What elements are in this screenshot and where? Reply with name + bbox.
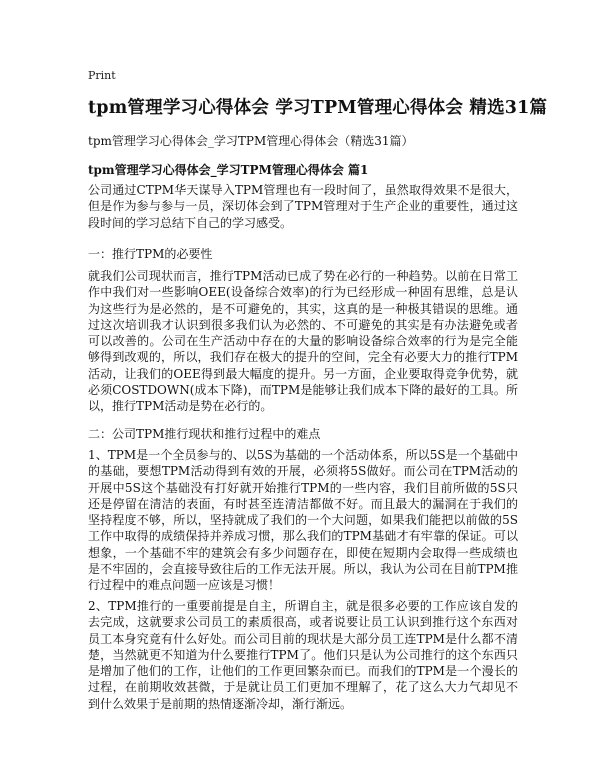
intro-paragraph: 公司通过CTPM华天谋导入TPM管理也有一段时间了，虽然取得效果不是很大，但是作为参与参与一员，深切体会到了TPM管理对于生产企业的重要性，通过这段时间的学习总结下自己的学习感受。 xyxy=(88,183,518,230)
paragraph-3: 2、TPM推行的一重要前提是自主，所谓自主，就是很多必要的工作应该自发的去完成，这就要求公司员工的素质很高，或者说要让员工认识到推行这个东西对员工本身究竟有什么好处。而公司目前的现状是大部分员工连TPM是什么都不清楚，当然就更不知道为什么要推行TPM了。他们只是认为公司推行的这个东西只是增加了他们的工作，让他们的工作更回繁杂而已。而我们的TPM是一个漫长的过程，在前期收效甚微，于是就让员工们更加不理解了，花了这么大力气却见不到什么效果于是前期的热情逐渐冷却，渐行渐远。 xyxy=(88,599,518,711)
section-heading-2: 二：公司TPM推行现状和推行过程中的难点 xyxy=(88,427,321,441)
print-link[interactable]: Print xyxy=(88,69,116,82)
section-title: tpm管理学习心得体会_学习TPM管理心得体会 篇1 xyxy=(88,163,369,177)
page-title: tpm管理学习心得体会 学习TPM管理心得体会 精选31篇 xyxy=(88,98,548,118)
page-subtitle: tpm管理学习心得体会_学习TPM管理心得体会（精选31篇） xyxy=(88,134,414,148)
section-heading-1: 一：推行TPM的必要性 xyxy=(88,247,213,261)
paragraph-2: 1、TPM是一个全员参与的、以5S为基础的一个活动体系，所以5S是一个基础中的基础，要想TPM活动得到有效的开展，必须将5S做好。而公司在TPM活动的开展中5S这个基础没有打好就开始推行TPM的一些内容，我们目前所做的5S只还是停留在清洁的表面，有时甚至连清洁都做不好。而且最大的漏洞在于我们的坚持程度不够，所以，坚持就成了我们的一个大问题，如果我们能把以前做的5S工作中取得的成绩保持并养成习惯，那么我们的TPM基础才有牢靠的保证。可以想象，一个基础不牢的建筑会有多少问题存在，即使在短期内会取得一些成绩也是不牢固的，会直接导致往后的工作无法开展。所以，我认为公司在目前TPM推行过程中的难点问题一应该是习惯！ xyxy=(88,448,518,593)
paragraph-1: 就我们公司现状而言，推行TPM活动已成了势在必行的一种趋势。以前在日常工作中我们对一些影响OEE(设备综合效率)的行为已经形成一种固有思维，总是认为这些行为是必然的，是不可避免的，其实，这真的是一种极其错误的思维。通过这次培训我才认识到很多我们认为必然的、不可避免的其实是有办法避免或者可以改善的。公司在生产活动中存在的大量的影响设备综合效率的行为是完全能够得到改观的，所以，我们存在极大的提升的空间，完全有必要大力的推行TPM活动，让我们的OEE得到最大幅度的提升。另一方面，企业要取得竞争优势，就必须COSTDOWN(成本下降)，而TPM是能够让我们成本下降的最好的工具。所以，推行TPM活动是势在必行的。 xyxy=(88,269,518,414)
